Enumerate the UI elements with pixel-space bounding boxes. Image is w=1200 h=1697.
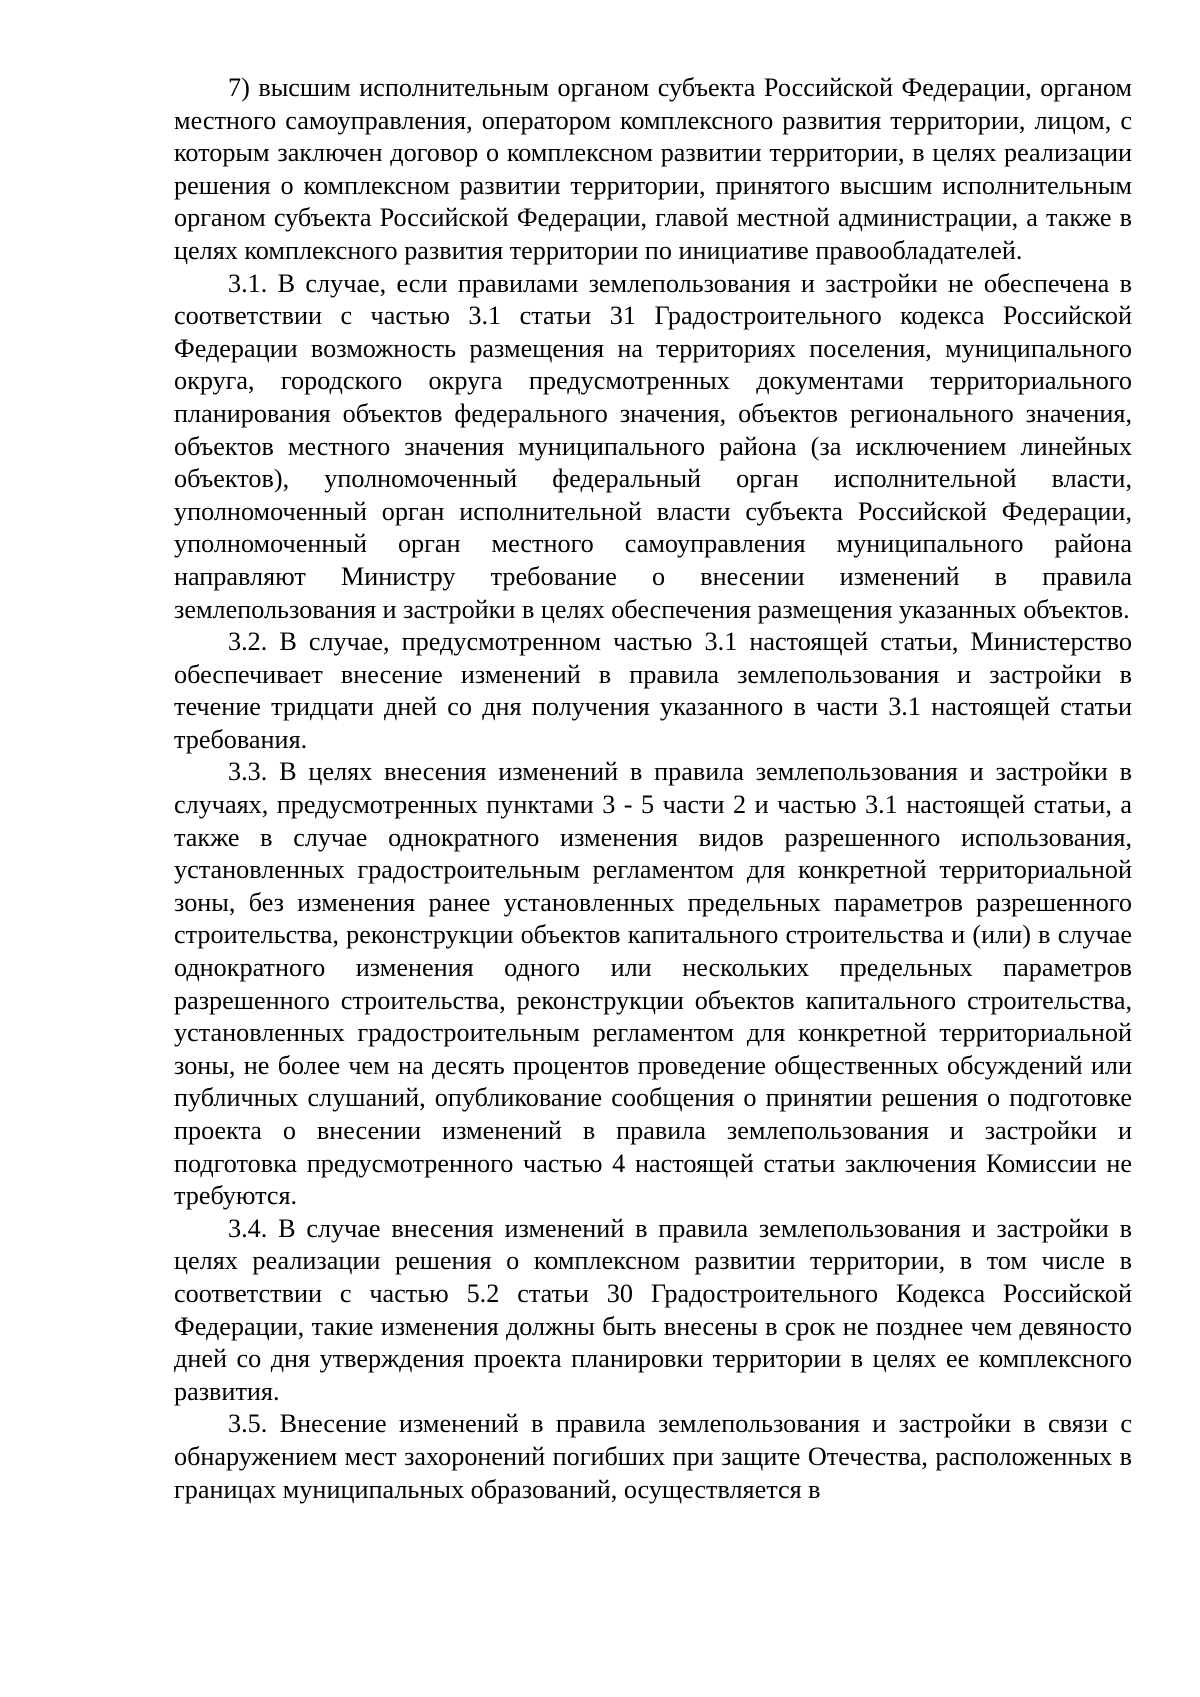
paragraph-3-3: 3.3. В целях внесения изменений в правила землепользования и застройки в случаях, предусмотренных пунктами 3 - 5 части 2 и частью 3.1 настоящей статьи, а также в случае однократного изменения видов разрешенного использования, установленных градостроительным регламентом для конкретной территориальной зоны, без изменения ранее установленных предельных параметров разрешенного строительства, реконструкции объектов капитального строительства и (или) в случае однократного изменения одного или нескольких предельных параметров разрешенного строительства, реконструкции объектов капитального строительства, установленных градостроительным регламентом для конкретной территориальной зоны, не более чем на десять процентов проведение общественных обсуждений или публичных слушаний, опубликование сообщения о принятии решения о подготовке проекта о внесении изменений в правила землепользования и застройки и подготовка предусмотренного частью 4 настоящей статьи заключения Комиссии не требуются. [174,757,1132,1211]
paragraph-3-2: 3.2. В случае, предусмотренном частью 3.1 настоящей статьи, Министерство обеспечивает внесение изменений в правила землепользования и застройки в течение тридцати дней со дня получения указанного в части 3.1 настоящей статьи требования. [174,627,1132,754]
paragraph-3-5: 3.5. Внесение изменений в правила землепользования и застройки в связи с обнаружением мест захоронений погибших при защите Отечества, расположенных в границах муниципальных образований, осуществляется в [174,1409,1132,1504]
document-page [174,72,1132,1506]
paragraph-3-4: 3.4. В случае внесения изменений в правила землепользования и застройки в целях реализации решения о комплексном развитии территории, в том числе в соответствии с частью 5.2 статьи 30 Градостроительного Кодекса Российской Федерации, такие изменения должны быть внесены в срок не позднее чем девяносто дней со дня утверждения проекта планировки территории в целях ее комплексного развития. [174,1213,1132,1406]
paragraph-item-7: 7) высшим исполнительным органом субъекта Российской Федерации, органом местного самоуправления, оператором комплексного развития территории, лицом, с которым заключен договор о комплексном развитии территории, в целях реализации решения о комплексном развитии территории, принятого высшим исполнительным органом субъекта Российской Федерации, главой местной администрации, а также в целях комплексного развития территории по инициативе правообладателей. [174,73,1132,265]
paragraph-3-1: 3.1. В случае, если правилами землепользования и застройки не обеспечена в соответствии с частью 3.1 статьи 31 Градостроительного кодекса Российской Федерации возможность размещения на территориях поселения, муниципального округа, городского округа предусмотренных документами территориального планирования объектов федерального значения, объектов регионального значения, объектов местного значения муниципального района (за исключением линейных объектов), уполномоченный федеральный орган исполнительной власти, уполномоченный орган исполнительной власти субъекта Российской Федерации, уполномоченный орган местного самоуправления муниципального района направляют Министру требование о внесении изменений в правила землепользования и застройки в целях обеспечения размещения указанных объектов. [174,268,1132,624]
